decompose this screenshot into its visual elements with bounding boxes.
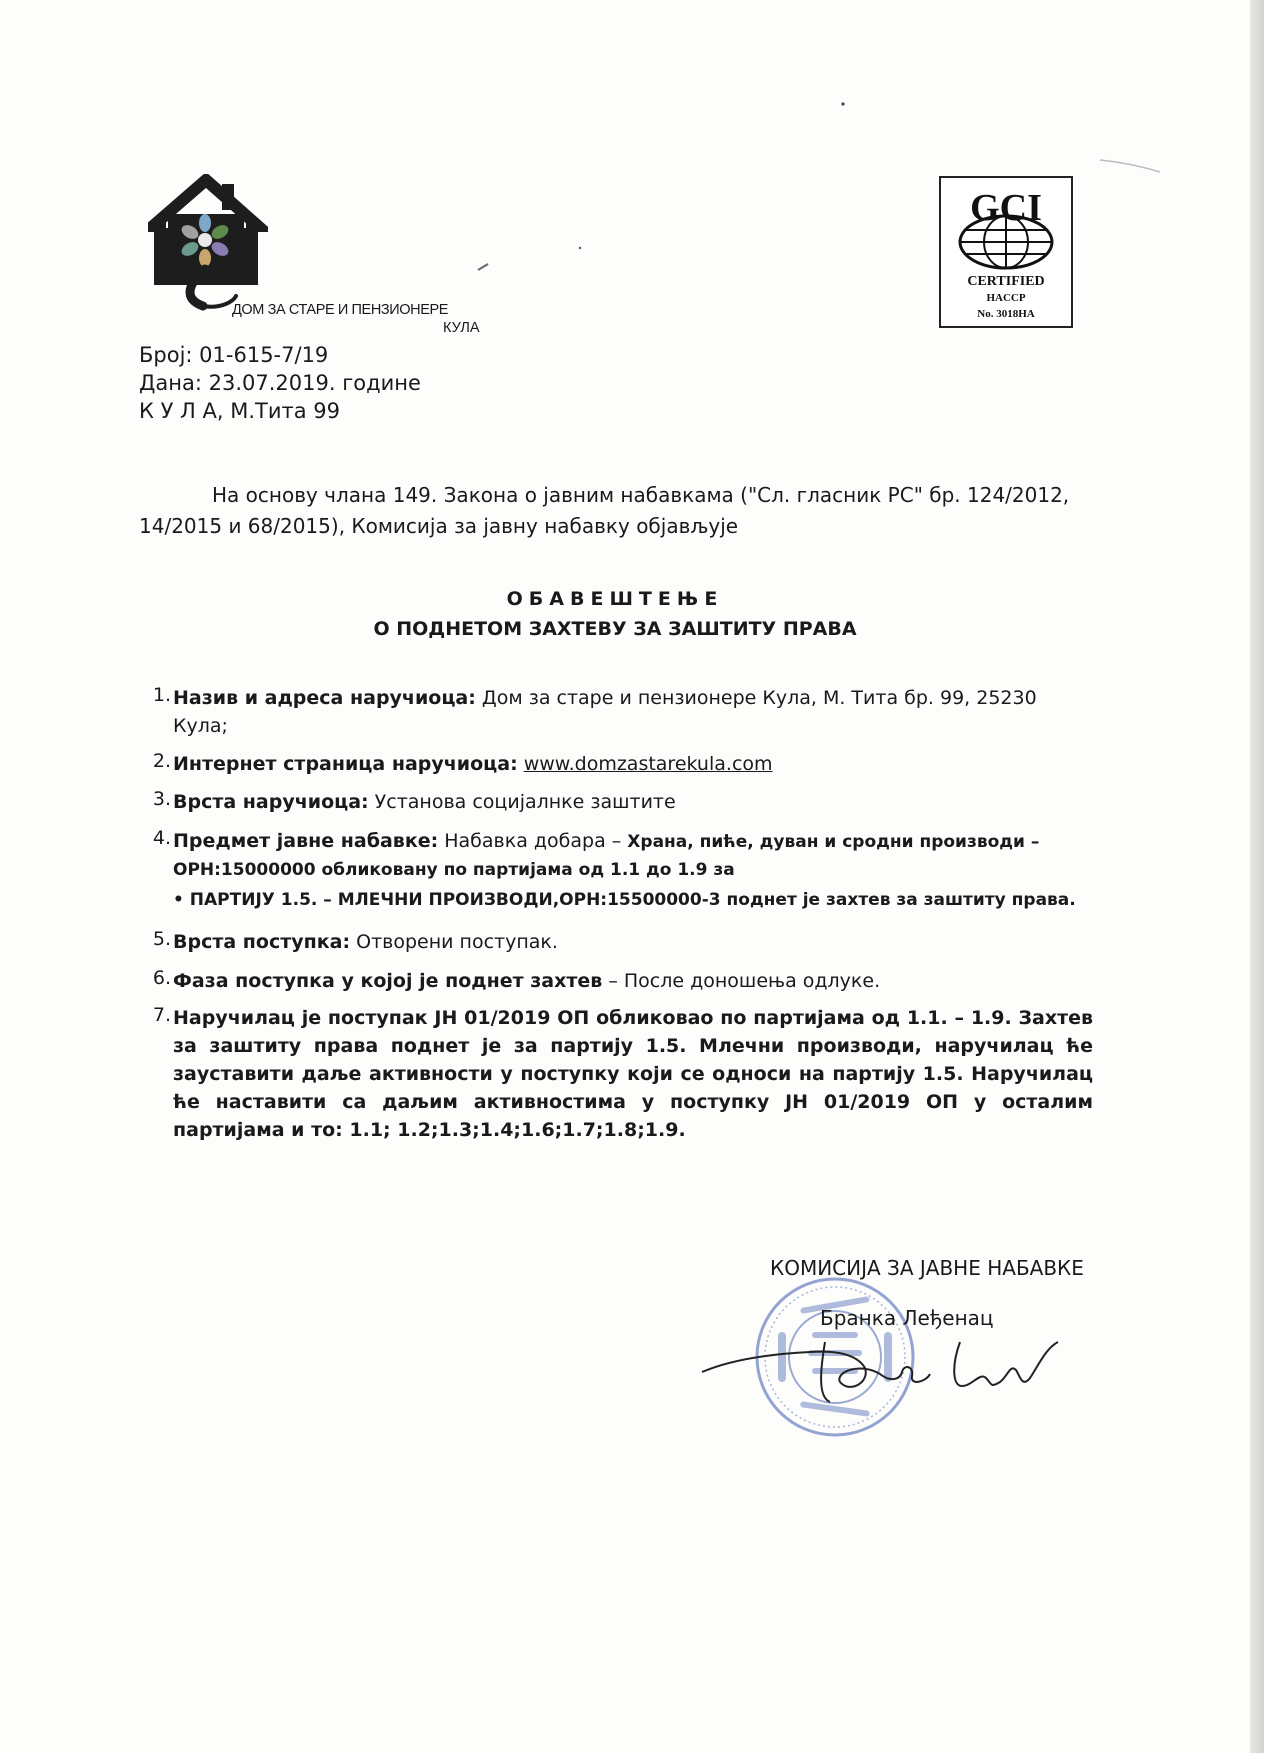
item-number: 2. (152, 750, 171, 772)
item-number: 1. (152, 684, 171, 706)
item-text: – После доношења одлуке. (602, 970, 881, 992)
website-link[interactable]: www.domzastarekula.com (523, 753, 773, 775)
document-date: Дана: 23.07.2019. године (139, 371, 421, 395)
notice-title-line2: О ПОДНЕТОМ ЗАХТЕВУ ЗА ЗАШТИТУ ПРАВА (373, 618, 857, 640)
page-edge (1250, 0, 1264, 1753)
signer-name: Бранка Лeђенац (820, 1306, 994, 1330)
intro-line1: На основу члана 149. Закона о јавним набавкама ("Сл. гласник РС" бр. 124/2012, (212, 483, 1070, 507)
document-place: К У Л А, М.Тита 99 (139, 399, 341, 423)
item-label: Врста поступка: (173, 931, 351, 953)
item-text-continued: ОРН:15000000 обликовану по партијама од 1.1 до 1.9 за (173, 860, 735, 880)
item-number: 6. (152, 967, 171, 989)
item-label: Предмет јавне набавке: (173, 830, 439, 852)
item-text: Установа социјалнке заштите (368, 791, 676, 813)
item-text: Набавка добара – (438, 830, 628, 852)
item-number: 5. (152, 928, 171, 950)
bullet-text: • ПАРТИЈУ 1.5. – МЛЕЧНИ ПРОИЗВОДИ,ОРН:15500000-3 поднет је захтев за заштиту права. (173, 890, 1076, 910)
cert-line-haccp: HACCP (986, 292, 1026, 304)
gci-logo-text: GCI (970, 187, 1042, 229)
item-label: Фаза поступка у којој је поднет захтев (173, 970, 603, 992)
item-text: Отворени поступак. (350, 931, 558, 953)
intro-line2: 14/2015 и 68/2015), Комисија за јавну набавку објављује (139, 514, 739, 538)
cert-line-number: No. 3018HA (977, 308, 1035, 320)
notice-title-line1: ОБАВЕШТЕЊЕ (506, 588, 724, 610)
logo-name-line1: ДОМ ЗА СТАРЕ И ПЕНЗИОНЕРЕ (232, 302, 449, 318)
item-text-continued: Кула; (173, 715, 228, 737)
item-number: 3. (152, 788, 171, 810)
item-bold-text: Храна, пиће, дуван и сродни производи – (627, 832, 1040, 852)
item-body: Наручилац је поступак ЈН 01/2019 ОП обликовао по партијама од 1.1. – 1.9. Захтев за заштиту права поднет је за партију 1.5. Млечни производи, наручилац ће зауставити даље активности у поступку који се односи на партију 1.5. Наручилац ће наставити са даљим активностима у поступку ЈН 01/2019 ОП у осталим партијама и то: 1.1; 1.2;1.3;1.4;1.6;1.7;1.8;1.9. (173, 1007, 1093, 1141)
document-number: Број: 01-615-7/19 (139, 343, 329, 367)
commission-label: КОМИСИЈА ЗА ЈАВНЕ НАБАВКЕ (770, 1256, 1084, 1280)
item-number: 7. (152, 1004, 171, 1026)
logo-name-line2: КУЛА (443, 320, 480, 336)
item-label: Интернет страница наручиоца: (173, 753, 518, 775)
item-text: Дом за старе и пензионере Кула, М. Тита бр. 99, 25230 (475, 687, 1037, 709)
item-label: Врста наручиоца: (173, 791, 369, 813)
item-label: Назив и адреса наручиоца: (173, 687, 476, 709)
item-number: 4. (152, 827, 171, 849)
cert-line-certified: CERTIFIED (967, 274, 1045, 289)
